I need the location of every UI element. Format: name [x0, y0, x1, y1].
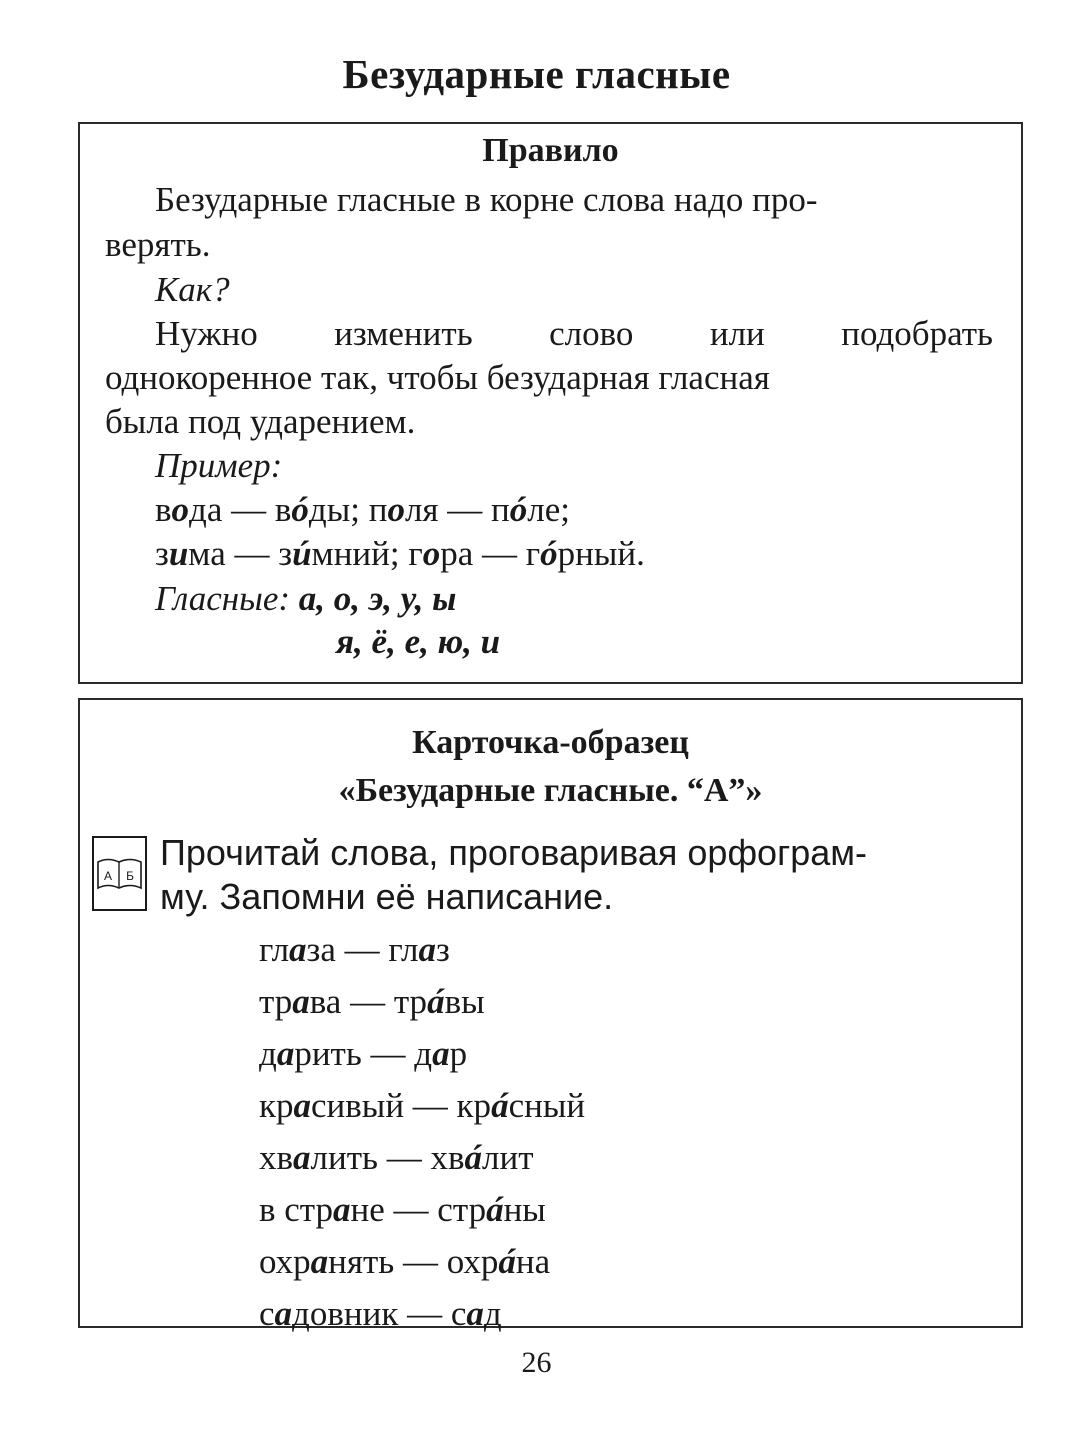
book-icon-letter: А: [103, 869, 113, 883]
stressed-vowel: á: [498, 1242, 516, 1281]
word-pair: в стране — стрáны: [259, 1190, 546, 1229]
unstressed-vowel: а: [292, 982, 310, 1021]
word-pair: охранять — охрáна: [259, 1242, 551, 1281]
unstressed-vowel: о: [171, 490, 190, 529]
rule-word: слово: [549, 314, 634, 353]
rule-word: или: [709, 314, 765, 353]
stressed-vowel: á: [491, 1086, 509, 1125]
stressed-vowel: а: [418, 930, 436, 969]
card-box: [78, 698, 1023, 1328]
rule-box: [78, 122, 1023, 684]
rule-word: подобрать: [841, 314, 993, 353]
vowels-list-1: а, о, э, у, ы: [298, 579, 457, 618]
rule-word: изменить: [334, 314, 473, 353]
word-pair: хвалить — хвáлит: [259, 1138, 534, 1177]
card-instruction-line-1: Прочитай слова, проговаривая орфограм-: [160, 832, 867, 873]
stressed-vowel: ó: [291, 490, 309, 529]
word-pair: красивый — крáсный: [259, 1086, 586, 1125]
unstressed-vowel: а: [310, 1242, 329, 1281]
word-pair: дарить — дар: [259, 1034, 468, 1073]
rule-word: Нужно: [155, 314, 258, 353]
card-heading-line-2: «Безударные гласные. “А”»: [338, 772, 763, 809]
unstressed-vowel: а: [333, 1190, 351, 1229]
rule-vowels-row-1: [155, 579, 456, 619]
rule-paragraph-2-line-3: была под ударением.: [105, 402, 416, 441]
unstressed-vowel: а: [289, 930, 307, 969]
rule-example-1: вода — вóды; поля — пóле;: [155, 490, 570, 529]
unstressed-vowel: а: [293, 1086, 312, 1125]
rule-paragraph-2-line-2: однокоренное так, чтобы безударная гласная: [105, 358, 770, 397]
stressed-vowel: á: [464, 1138, 483, 1177]
rule-paragraph-1-line-2: верять.: [105, 225, 211, 264]
rule-how-label: Как?: [155, 270, 230, 309]
stressed-vowel: ó: [540, 534, 558, 573]
unstressed-vowel: и: [168, 534, 189, 573]
book-icon-letter: Б: [126, 869, 134, 883]
rule-paragraph-2-line-1: [155, 314, 993, 354]
unstressed-vowel: о: [387, 490, 405, 529]
card-instruction-line-2: му. Запомни её написание.: [160, 876, 614, 917]
stressed-vowel: ó: [509, 490, 528, 529]
rule-vowels-row-2: я, ё, е, ю, и: [336, 622, 501, 661]
unstressed-vowel: а: [276, 1034, 295, 1073]
unstressed-vowel: о: [422, 534, 441, 573]
rule-example-label: Пример:: [155, 446, 283, 485]
vowels-label: Гласные:: [155, 579, 291, 618]
word-pair: садовник — сад: [259, 1294, 502, 1333]
stressed-vowel: á: [486, 1190, 504, 1229]
stressed-vowel: ú: [292, 534, 312, 573]
word-pair: трава — трáвы: [259, 982, 485, 1021]
stressed-vowel: á: [427, 982, 445, 1021]
open-book-icon: [92, 836, 147, 911]
stressed-vowel: а: [432, 1034, 450, 1073]
unstressed-vowel: а: [293, 1138, 311, 1177]
rule-example-2: зима — зúмний; гора — гóрный.: [155, 534, 645, 573]
word-pair: глаза — глаз: [259, 930, 450, 969]
page-title: Безударные гласные: [342, 51, 731, 97]
unstressed-vowel: а: [274, 1294, 293, 1333]
page-number: 26: [521, 1346, 552, 1379]
rule-heading: Правило: [482, 132, 619, 169]
stressed-vowel: а: [466, 1294, 484, 1333]
rule-paragraph-1-line-1: Безударные гласные в корне слова надо про-: [155, 180, 818, 219]
card-heading-line-1: Карточка-образец: [412, 724, 689, 761]
